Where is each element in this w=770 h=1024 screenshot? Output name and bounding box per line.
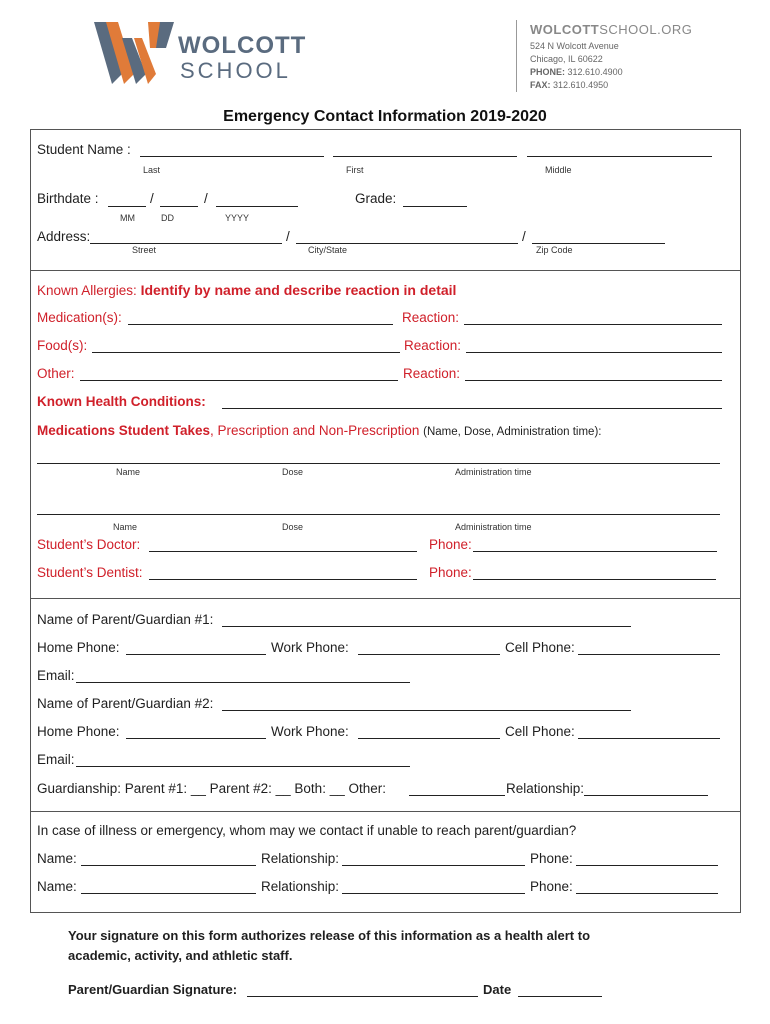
grade-label: Grade: [355, 191, 397, 206]
medication-row-2-field[interactable] [37, 514, 720, 515]
parent1-work-phone-field[interactable] [358, 654, 500, 655]
emergency-question: In case of illness or emergency, whom may we contact if unable to reach parent/guardian? [37, 823, 577, 838]
medications-takes-note: (Name, Dose, Administration time): [423, 426, 602, 438]
medications-takes-rest: , Prescription and Non-Prescription [210, 423, 420, 438]
phone-value: 312.610.4900 [567, 67, 623, 77]
yyyy-sublabel: YYYY [225, 213, 250, 223]
zip-code-field[interactable] [532, 243, 665, 244]
medications-field[interactable] [128, 324, 393, 325]
date-slash-2: / [204, 191, 208, 206]
parent1-name-label: Name of Parent/Guardian #1: [37, 612, 214, 627]
health-conditions-field[interactable] [222, 408, 722, 409]
wolcott-w-mark-icon [92, 18, 176, 86]
last-sublabel: Last [143, 165, 161, 175]
emergency1-phone-label: Phone: [530, 851, 573, 866]
parent2-home-phone-field[interactable] [126, 738, 266, 739]
date-slash-1: / [150, 191, 154, 206]
parent1-email-field[interactable] [76, 682, 410, 683]
med-row-2-dose-col: Dose [282, 522, 304, 532]
doctor-field[interactable] [149, 551, 417, 552]
date-field[interactable] [518, 996, 602, 997]
emergency2-name-field[interactable] [81, 893, 256, 894]
site-rest: SCHOOL.ORG [599, 22, 693, 37]
emergency1-phone-field[interactable] [576, 865, 718, 866]
allergies-label: Known Allergies: [37, 283, 137, 298]
medications-reaction-label: Reaction: [402, 310, 460, 325]
parent1-name-field[interactable] [222, 626, 631, 627]
address-slash-2: / [522, 229, 526, 244]
emergency2-relationship-field[interactable] [342, 893, 525, 894]
foods-label: Food(s): [37, 338, 88, 353]
parent2-home-phone-label: Home Phone: [37, 724, 120, 739]
allergies-instruction: Identify by name and describe reaction in detail [140, 282, 457, 298]
dentist-field[interactable] [149, 579, 417, 580]
doctor-phone-field[interactable] [473, 551, 717, 552]
parent2-name-field[interactable] [222, 710, 631, 711]
guardianship-relationship-label: Relationship: [506, 781, 585, 796]
student-last-name-field[interactable] [140, 156, 324, 157]
logo-word-school: SCHOOL [180, 58, 291, 83]
med-row-2-name-col: Name [113, 522, 138, 532]
grade-field[interactable] [403, 206, 467, 207]
health-conditions-label: Known Health Conditions: [37, 394, 206, 409]
emergency2-phone-field[interactable] [576, 893, 718, 894]
address-label: Address: [37, 229, 91, 244]
dentist-phone-label: Phone: [429, 565, 472, 580]
street-field[interactable] [90, 243, 282, 244]
other-allergy-label: Other: [37, 366, 75, 381]
birth-day-field[interactable] [160, 206, 198, 207]
med-row-1-dose-col: Dose [282, 467, 304, 477]
address-line-1: 524 N Wolcott Avenue [530, 41, 619, 51]
parent1-work-phone-label: Work Phone: [271, 640, 349, 655]
parent1-cell-phone-label: Cell Phone: [505, 640, 575, 655]
signature-label: Parent/Guardian Signature: [68, 982, 238, 997]
page-title: Emergency Contact Information 2019-2020 [223, 108, 547, 125]
med-row-2-admin-col: Administration time [455, 522, 532, 532]
site-bold: WOLCOTT [530, 22, 600, 37]
authorization-line-1: Your signature on this form authorizes release of this information as a health alert to [68, 928, 591, 943]
medications-takes-heading [37, 423, 601, 438]
other-reaction-label: Reaction: [403, 366, 461, 381]
doctor-label: Student’s Doctor: [37, 537, 141, 552]
fax-value: 312.610.4950 [553, 80, 609, 90]
emergency1-name-field[interactable] [81, 865, 256, 866]
address-slash-1: / [286, 229, 290, 244]
fax-label: FAX: [530, 80, 551, 90]
dentist-phone-field[interactable] [473, 579, 716, 580]
parent1-cell-phone-field[interactable] [578, 654, 720, 655]
medication-row-1-field[interactable] [37, 463, 720, 464]
birth-month-field[interactable] [108, 206, 146, 207]
med-row-1-admin-col: Administration time [455, 467, 532, 477]
parent2-work-phone-label: Work Phone: [271, 724, 349, 739]
parent2-name-label: Name of Parent/Guardian #2: [37, 696, 214, 711]
first-sublabel: First [346, 165, 364, 175]
birthdate-label: Birthdate : [37, 191, 99, 206]
city-state-sublabel: City/State [308, 245, 348, 255]
parent2-email-label: Email: [37, 752, 75, 767]
medications-takes-label: Medications Student Takes [37, 423, 211, 438]
foods-reaction-label: Reaction: [404, 338, 462, 353]
emergency2-phone-label: Phone: [530, 879, 573, 894]
med-row-1-name-col: Name [116, 467, 141, 477]
logo-word-wolcott: WOLCOTT [178, 32, 307, 59]
allergies-heading [37, 282, 456, 298]
dentist-label: Student’s Dentist: [37, 565, 143, 580]
city-state-field[interactable] [296, 243, 518, 244]
phone-line [530, 67, 692, 77]
student-middle-name-field[interactable] [527, 156, 712, 157]
parent1-home-phone-field[interactable] [126, 654, 266, 655]
school-contact-block [530, 22, 692, 90]
school-logo [92, 18, 307, 88]
other-allergy-field[interactable] [80, 380, 398, 381]
parent2-work-phone-field[interactable] [358, 738, 500, 739]
emergency1-relationship-field[interactable] [342, 865, 525, 866]
address-line-2: Chicago, IL 60622 [530, 54, 603, 64]
student-name-label: Student Name : [37, 142, 131, 157]
doctor-phone-label: Phone: [429, 537, 472, 552]
header-divider [516, 20, 517, 92]
foods-field[interactable] [92, 352, 400, 353]
foods-reaction-field[interactable] [466, 352, 722, 353]
birth-year-field[interactable] [216, 206, 298, 207]
phone-label: PHONE: [530, 67, 566, 77]
medications-label: Medication(s): [37, 310, 122, 325]
emergency2-relationship-label: Relationship: [261, 879, 340, 894]
date-label: Date [483, 982, 512, 997]
emergency2-name-label: Name: [37, 879, 77, 894]
mm-sublabel: MM [120, 213, 135, 223]
emergency1-relationship-label: Relationship: [261, 851, 340, 866]
other-reaction-field[interactable] [465, 380, 722, 381]
guardianship-other-field[interactable] [409, 795, 505, 796]
authorization-line-2: academic, activity, and athletic staff. [68, 948, 293, 963]
school-website [530, 22, 692, 37]
guardianship-relationship-field[interactable] [584, 795, 708, 796]
guardianship-label: Guardianship: Parent #1: __ Parent #2: __ Both: __ Other: [37, 781, 386, 796]
emergency1-name-label: Name: [37, 851, 77, 866]
fax-line [530, 80, 692, 90]
middle-sublabel: Middle [545, 165, 572, 175]
signature-field[interactable] [247, 996, 478, 997]
parent2-email-field[interactable] [76, 766, 410, 767]
medications-reaction-field[interactable] [464, 324, 722, 325]
parent1-home-phone-label: Home Phone: [37, 640, 120, 655]
street-sublabel: Street [132, 245, 157, 255]
zip-sublabel: Zip Code [536, 245, 573, 255]
dd-sublabel: DD [161, 213, 174, 223]
parent2-cell-phone-label: Cell Phone: [505, 724, 575, 739]
parent2-cell-phone-field[interactable] [578, 738, 720, 739]
student-first-name-field[interactable] [333, 156, 517, 157]
parent1-email-label: Email: [37, 668, 75, 683]
